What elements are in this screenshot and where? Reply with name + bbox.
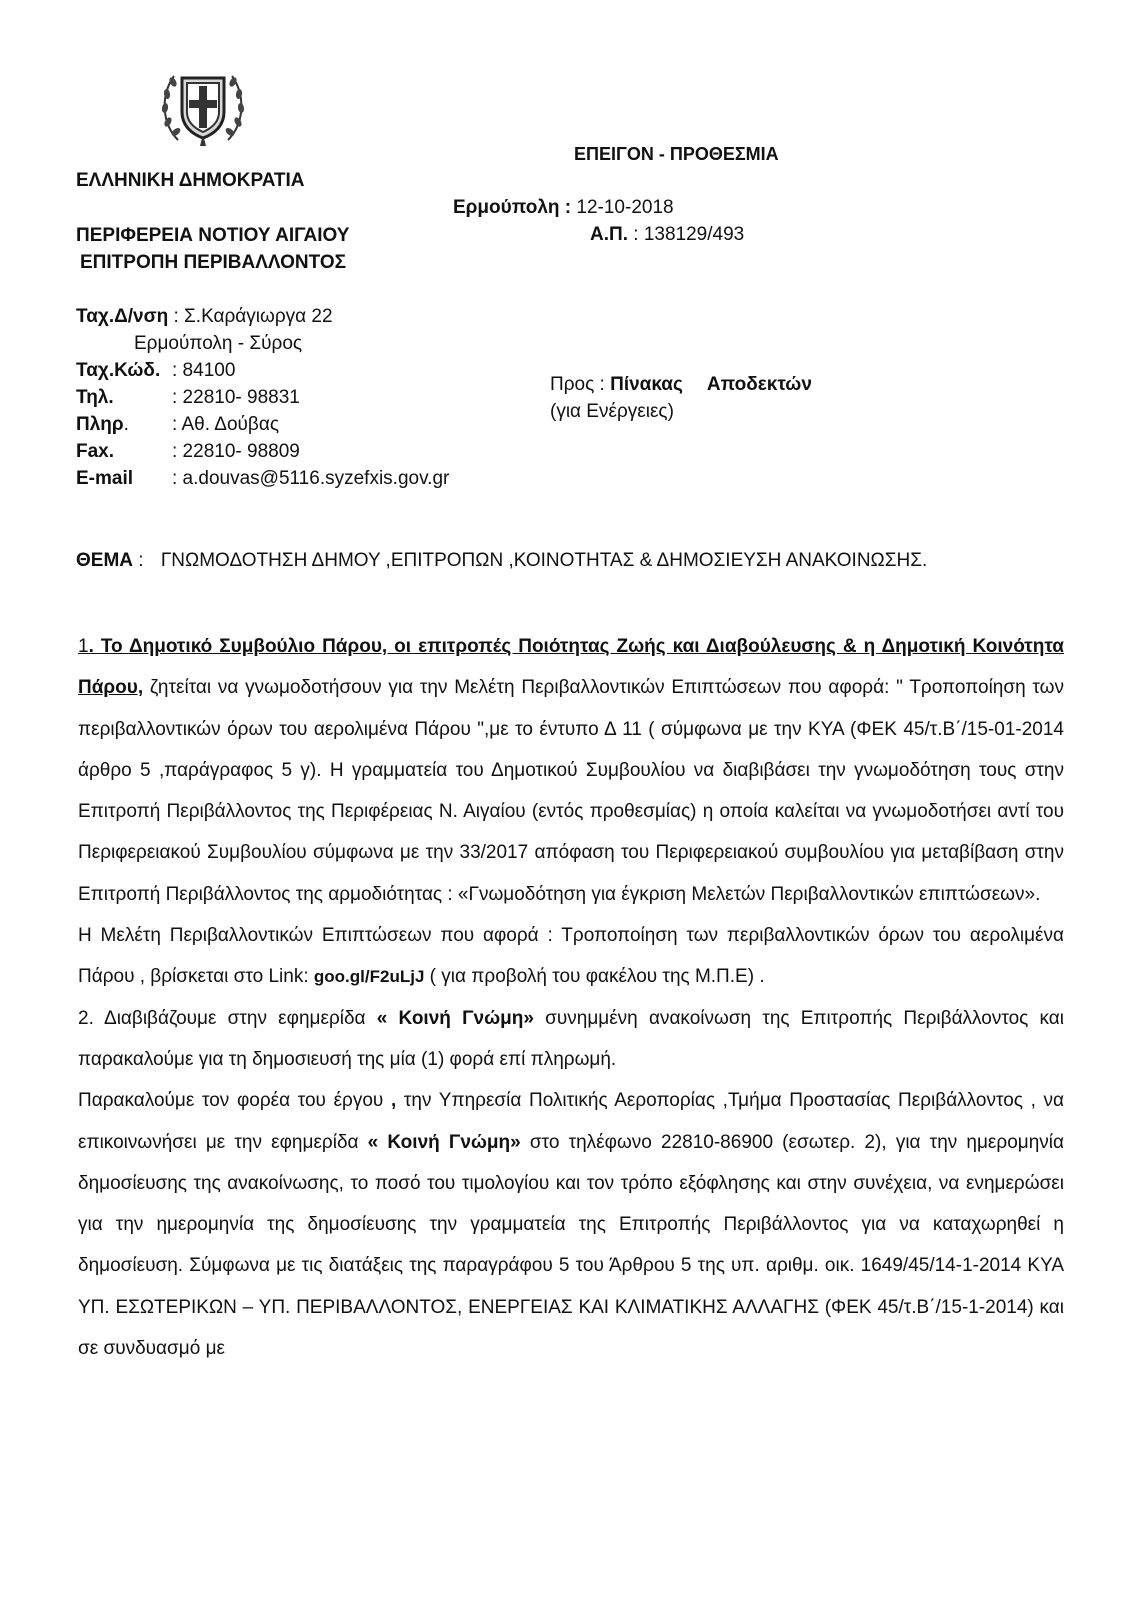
subject-text: ΓΝΩΜΟΔΟΤΗΣΗ ΔΗΜΟΥ ,ΕΠΙΤΡΟΠΩΝ ,ΚΟΙΝΟΤΗΤΑΣ & ΔΗΜΟΣΙΕΥΣΗ ΑΝΑΚΟΙΝΩΣΗΣ.	[160, 550, 928, 571]
committee-title: ΕΠΙΤΡΟΠΗ ΠΕΡΙΒΑΛΛΟΝΤΟΣ	[80, 252, 347, 273]
letter-body	[78, 626, 1064, 1369]
recipient-line	[550, 374, 812, 396]
paragraph-link	[78, 915, 1064, 998]
paragraph-3-text-b: την Υπηρεσία Πολιτικής Αεροπορίας ,Τμήμα Προστασίας Περιβάλλοντος , να επικοινωνήσει με την εφημερίδα	[78, 1090, 1064, 1153]
email-label: E-mail	[76, 468, 134, 489]
paragraph-2-tail: συνημμένη ανακοίνωση της Επιτροπής Περιβάλλοντος και παρακαλούμε για τη δημοσιευσή της μία (1) φορά επί πληρωμή.	[78, 1007, 1064, 1070]
paragraph-3-text-c: στο τηλέφωνο 22810-86900 (εσωτερ. 2), για την ημερομηνία δημοσίευσης της ανακοίνωσης, το ποσό του τιμολογίου και τον τρόπο εξόφλησης και στην συνέχεια, να ενημερώσει για την ημερομηνία της δημοσίευσης την γραμματεία της Επιτροπής Περιβάλλοντος για να καταχωρηθεί η δημοσίευση. Σύμφωνα με τις διατάξεις της παραγράφου 5 του Άρθρου 5 της υπ. αριθμ. οικ. 1649/45/14-1-2014 ΚΥΑ ΥΠ. ΕΣΩΤΕΡΙΚΩΝ – ΥΠ. ΠΕΡΙΒΑΛΛΟΝΤΟΣ, ΕΝΕΡΓΕΙΑΣ ΚΑΙ ΚΛΙΜΑΤΙΚΗΣ ΑΛΛΑΓΗΣ (ΦΕΚ 45/τ.Β΄/15-1-2014) και σε συνδυασμό με	[78, 1131, 1064, 1360]
protocol-value: : 138129/493	[628, 224, 745, 245]
newspaper-name-2: « Κοινή Γνώμη»	[367, 1131, 521, 1153]
recipient-purpose: (για Ενέργειες)	[550, 401, 674, 422]
paragraph-1-number: 1	[78, 636, 89, 657]
paragraph-2	[78, 998, 1064, 1081]
fax-label: Fax.	[76, 441, 115, 462]
info-label-dot: .	[123, 414, 129, 435]
subject-label: ΘΕΜΑ	[76, 550, 133, 571]
paragraph-3-text-a: Παρακαλούμε τον φορέα του έργου	[78, 1090, 391, 1112]
info-value: : Αθ. Δούβας	[172, 414, 279, 435]
paragraph-1	[78, 626, 1064, 915]
address-value: : Σ.Καράγιωργα 22	[168, 306, 333, 327]
address-label: Ταχ.Δ/νση	[76, 306, 169, 327]
newspaper-name: « Κοινή Γνώμη»	[376, 1007, 534, 1029]
address-line	[76, 306, 333, 328]
recipient-prefix: Προς :	[550, 374, 611, 395]
paragraph-2-text: 2. Διαβιβάζουμε στην εφημερίδα	[78, 1007, 377, 1029]
date-line	[453, 197, 674, 219]
fax-value: : 22810- 98809	[172, 441, 300, 462]
paragraph-link-text: Η Μελέτη Περιβαλλοντικών Επιπτώσεων που αφορά : Τροποποίηση των περιβαλλοντικών όρων του αερολιμένα Πάρου , βρίσκεται στο Link:	[78, 925, 1064, 988]
republic-title: ΕΛΛΗΝΙΚΗ ΔΗΜΟΚΡΑΤΙΑ	[76, 170, 305, 191]
subject-line	[76, 550, 927, 572]
phone-label: Τηλ.	[76, 387, 114, 408]
date-value: 12-10-2018	[571, 197, 674, 218]
subject-sep: :	[133, 550, 149, 571]
region-title: ΠΕΡΙΦΕΡΕΙΑ ΝΟΤΙΟΥ ΑΙΓΑΙΟΥ	[76, 225, 350, 246]
info-label: Πληρ	[76, 414, 124, 435]
protocol-label: Α.Π.	[590, 224, 628, 245]
paragraph-1-text: ζητείται να γνωμοδοτήσουν για την Μελέτη Περιβαλλοντικών Επιπτώσεων που αφορά: " Τροποποίηση των περιβαλλοντικών όρων του αερολιμένα Πάρου ",με το έντυπο Δ 11 ( σύμφωνα με την ΚΥΑ (ΦΕΚ 45/τ.Β΄/15-01-2014 άρθρο 5 ,παράγραφος 5 γ). Η γραμματεία του Δημοτικού Συμβουλίου να διαβιβάσει την γνωμοδότηση τους στην Επιτροπή Περιβάλλοντος της Περιφέρειας Ν. Αιγαίου (εντός προθεσμίας) η οποία καλείται να γνωμοδοτήσει αντί του Περιφερειακού Συμβουλίου σύμφωνα με την 33/2017 απόφαση του Περιφερειακού συμβουλίου για μεταβίβαση στην Επιτροπή Περιβάλλοντος της αρμοδιότητας : «Γνωμοδότηση για έγκριση Μελετών Περιβαλλοντικών επιπτώσεων».	[78, 677, 1064, 905]
date-label: Ερμούπολη :	[453, 197, 572, 218]
greek-state-emblem-icon	[158, 62, 248, 150]
study-link[interactable]: goo.gl/F2uLjJ	[313, 967, 425, 987]
recipient-list: Πίνακας	[610, 374, 683, 395]
urgent-label: ΕΠΕΙΓΟΝ - ΠΡΟΘΕΣΜΙΑ	[574, 144, 779, 164]
email-value: : a.douvas@5116.syzefxis.gov.gr	[172, 468, 450, 489]
paragraph-link-tail: ( για προβολή του φακέλου της Μ.Π.Ε) .	[424, 966, 765, 988]
phone-value: : 22810- 98831	[172, 387, 300, 408]
paragraph-3-comma: ,	[390, 1090, 397, 1112]
paragraph-1-recipients: . Το Δημοτικό Συμβούλιο Πάρου, οι επιτροπές Ποιότητας Ζωής και Διαβούλευσης & η Δημοτική Κοινότητα Πάρου,	[78, 636, 1064, 699]
postal-label: Ταχ.Κώδ.	[76, 360, 161, 381]
recipient-list-2: Αποδεκτών	[706, 374, 812, 395]
paragraph-3	[78, 1080, 1064, 1369]
info-label-wrap	[76, 414, 129, 436]
postal-value: : 84100	[172, 360, 236, 381]
protocol-line	[590, 224, 744, 246]
address-line-2: Ερμούπολη - Σύρος	[134, 333, 303, 354]
